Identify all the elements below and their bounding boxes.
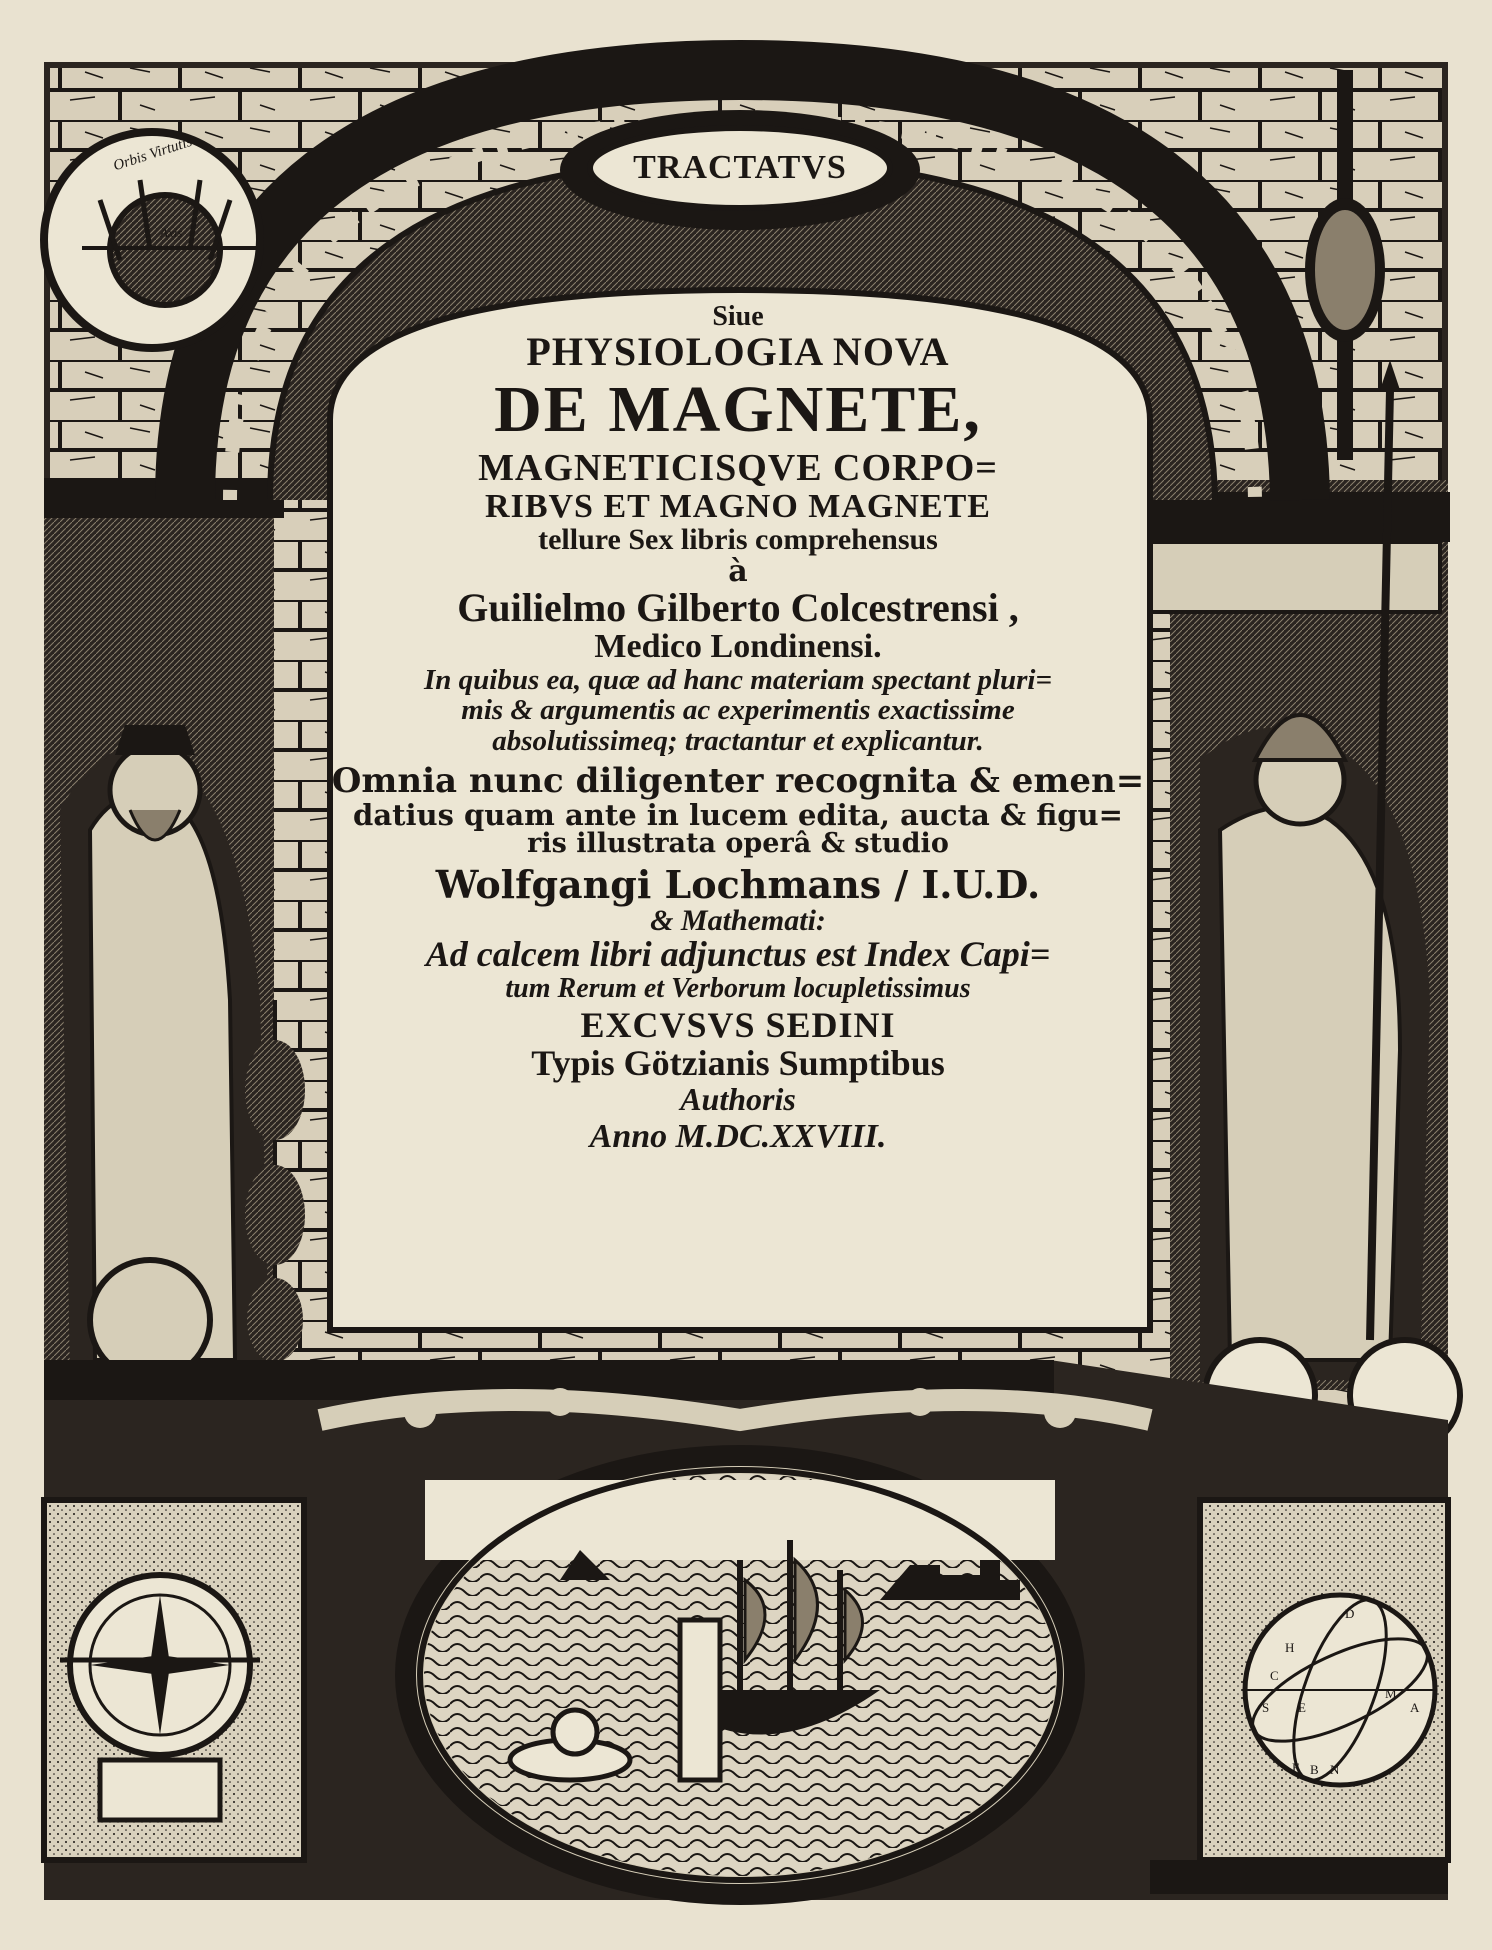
author-name: Guilielmo Gilberto Colcestrensi ,	[457, 585, 1019, 631]
edition-line-1: Omnia nunc diligenter recognita & emen=	[331, 761, 1145, 802]
imprint-place: EXCVSVS SEDINI	[580, 1005, 896, 1046]
edition-line-3: ris illustrata operâ & studio	[527, 828, 949, 860]
sphere-letter-n: N	[1330, 1762, 1340, 1777]
title-tablet	[328, 300, 1148, 1330]
cartouche-label: TRACTATVS	[633, 149, 847, 186]
description-line-1: In quibus ea, quæ ad hanc materiam spectant pluri=	[423, 663, 1053, 696]
globe-label: Orbis Virtutis	[111, 133, 195, 175]
title-line-siue: Siue	[712, 301, 764, 332]
imprint-authoris: Authoris	[680, 1080, 796, 1117]
description-line-2: mis & argumentis ac experimentis exactissime	[461, 694, 1015, 727]
sphere-letter-b: B	[1310, 1762, 1319, 1777]
sphere-letter-m: M	[1385, 1686, 1397, 1701]
editor-name: Wolfgangi Lochmans / I.U.D.	[435, 861, 1041, 907]
axis-label: Axis	[160, 225, 183, 240]
title-line-a: à	[728, 553, 748, 589]
edition-line-2: datius quam ante in lucem edita, aucta & figu=	[353, 797, 1123, 832]
title-line-physiologia: PHYSIOLOGIA NOVA	[526, 329, 950, 375]
sphere-letter-a: A	[1410, 1700, 1420, 1715]
imprint-year: Anno M.DC.XXVIII.	[589, 1117, 887, 1155]
title-line-ribus: RIBVS ET MAGNO MAGNETE	[485, 487, 991, 525]
imprint-printer: Typis Götzianis Sumptibus	[531, 1043, 945, 1084]
title-line-magneticisque: MAGNETICISQVE CORPO=	[478, 446, 998, 489]
title-line-tellure: tellure Sex libris comprehensus	[538, 523, 938, 557]
author-title: Medico Londinensi.	[594, 628, 882, 666]
editor-title: & Mathemati:	[650, 903, 826, 937]
index-line-2: tum Rerum et Verborum locupletissimus	[505, 972, 971, 1004]
sphere-letter-e: E	[1298, 1700, 1306, 1715]
sphere-letter-c: C	[1270, 1668, 1279, 1683]
index-line-1: Ad calcem libri adjunctus est Index Capi=	[425, 934, 1051, 975]
sphere-letter-d: D	[1345, 1606, 1355, 1621]
sphere-letter-h: H	[1285, 1640, 1295, 1655]
title-line-de-magnete: DE MAGNETE,	[494, 373, 982, 447]
description-line-3: absolutissimeq; tractantur et explicantur.	[492, 724, 984, 757]
sphere-letter-f: F	[1292, 1760, 1300, 1775]
sphere-letter-s: S	[1262, 1700, 1270, 1715]
